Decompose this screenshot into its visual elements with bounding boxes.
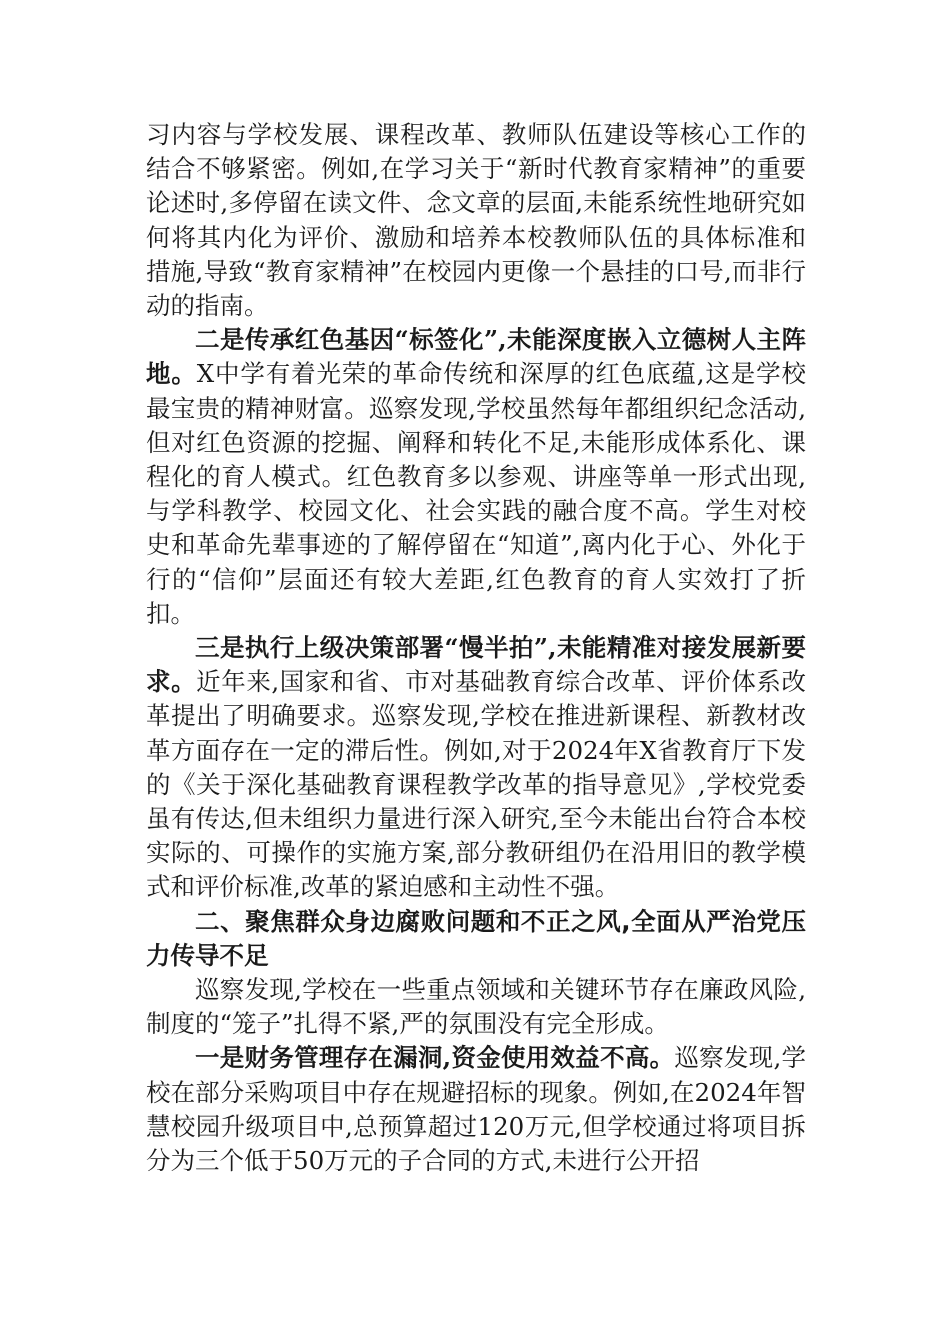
paragraph-lead-heading: 一是财务管理存在漏洞,资金使用效益不高。: [195, 1043, 675, 1073]
paragraph-finance: [146, 1041, 806, 1178]
paragraph-red-gene: [146, 323, 806, 631]
paragraph-text: 巡察发现,学校在一些重点领域和关键环节存在廉政风险,制度的“笼子”扎得不紧,严的氛围没有完全形成。: [146, 975, 806, 1039]
paragraph-policy-execution: [146, 631, 806, 905]
paragraph-text: 习内容与学校发展、课程改革、教师队伍建设等核心工作的结合不够紧密。例如,在学习关于“新时代教育家精神”的重要论述时,多停留在读文件、念文章的层面,未能系统性地研究如何将其内化为评价、激励和培养本校教师队伍的具体标准和措施,导致“教育家精神”在校园内更像一个悬挂的口号,而非行动的指南。: [146, 120, 806, 321]
document-body: [146, 118, 806, 1178]
paragraph-lead-heading: 二是传承红色基因“标签化”,未能深度嵌入立德树人主阵地。: [146, 325, 806, 389]
paragraph-text: 近年来,国家和省、市对基础教育综合改革、评价体系改革提出了明确要求。巡察发现,学校在推进新课程、新教材改革方面存在一定的滞后性。例如,对于2024年X省教育厅下发的《关于深化基础教育课程教学改革的指导意见》,学校党委虽有传达,但未组织力量进行深入研究,至今未能出台符合本校实际的、可操作的实施方案,部分教研组仍在沿用旧的教学模式和评价标准,改革的紧迫感和主动性不强。: [146, 667, 806, 902]
paragraph-text: X中学有着光荣的革命传统和深厚的红色底蕴,这是学校最宝贵的精神财富。巡察发现,学校虽然每年都组织纪念活动,但对红色资源的挖掘、阐释和转化不足,未能形成体系化、课程化的育人模式。红色教育多以参观、讲座等单一形式出现,与学科教学、校园文化、社会实践的融合度不高。学生对校史和革命先辈事迹的了解停留在“知道”,离内化于心、外化于行的“信仰”层面还有较大差距,红色教育的育人实效打了折扣。: [146, 359, 806, 628]
paragraph-lead-heading: 三是执行上级决策部署“慢半拍”,未能精准对接发展新要求。: [146, 633, 806, 697]
paragraph-section-intro: [146, 973, 806, 1041]
paragraph-text: 巡察发现,学校在部分采购项目中存在规避招标的现象。例如,在2024年智慧校园升级项目中,总预算超过120万元,但学校通过将项目拆分为三个低于50万元的子合同的方式,未进行公开招: [146, 1043, 806, 1176]
section-heading: 二、聚焦群众身边腐败问题和不正之风,全面从严治党压力传导不足: [146, 906, 806, 970]
paragraph-continued: [146, 118, 806, 323]
